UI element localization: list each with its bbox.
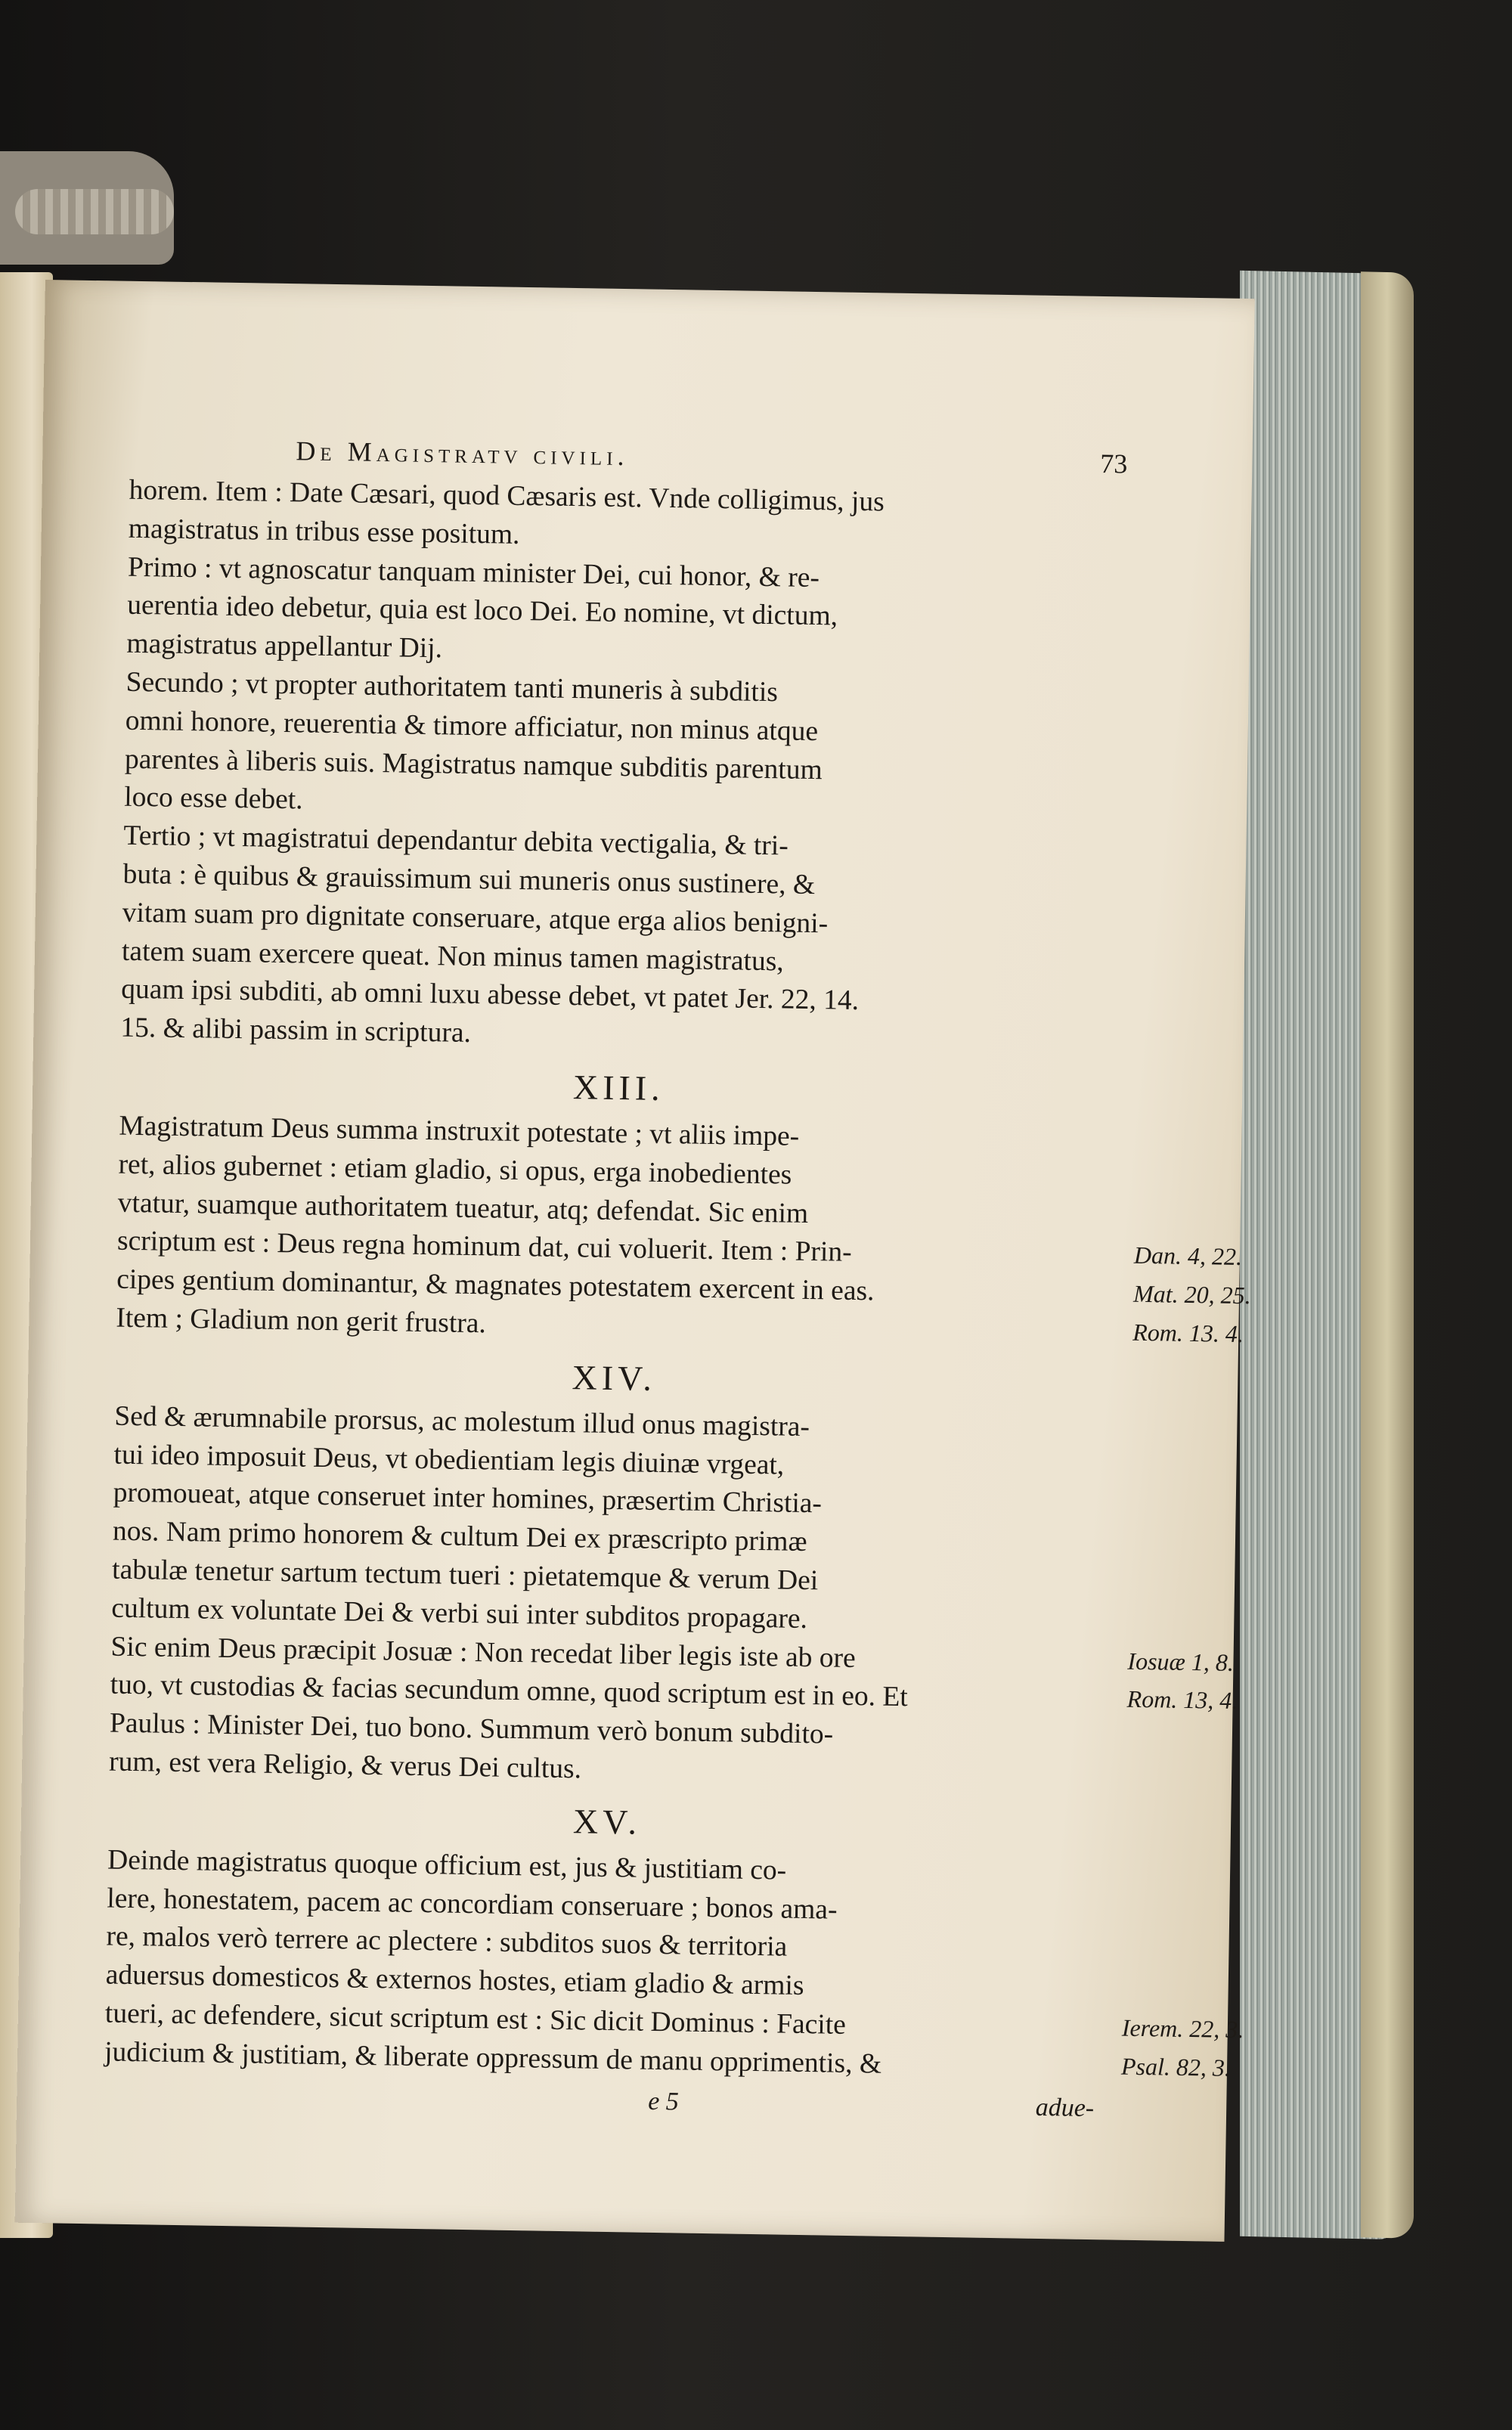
text-line: horem. Item : Date Cæsari, quod Cæsaris est. Vnde colligimus, jus [129,474,885,518]
section-number-14: XIV. [572,1357,657,1398]
text-line: tatem suam exercere queat. Non minus tamen magistratus, [121,935,785,978]
back-cover [1361,271,1414,2238]
text-line: cultum ex voluntate Dei & verbi sui inter subditos propagare. [111,1592,808,1635]
text-line: tuo, vt custodias & facias secundum omne, quod scriptum est in eo. Et [110,1669,909,1713]
section-number-15: XV. [572,1801,642,1842]
text-line: magistratus appellantur Dij. [126,628,443,665]
signature-mark: e 5 [647,2088,680,2116]
text-line: quam ipsi subditi, ab omni luxu abesse debet, vt patet Jer. 22, 14. [120,974,860,1017]
text-line: Sed & ærumnabile prorsus, ac molestum illud onus magistra- [114,1400,810,1443]
text-line: Sic enim Deus præcipit Josuæ : Non recedat liber legis iste ab ore [110,1631,857,1674]
text-line: 15. & alibi passim in scriptura. [120,1012,472,1049]
text-line: vitam suam pro dignitate conseruare, atque erga alios benigni- [122,897,829,940]
page-number: 73 [1100,448,1128,479]
marginal-note: Ierem. 22, 3. [1121,2013,1244,2044]
text-line: scriptum est : Deus regna hominum dat, cui voluerit. Item : Prin- [116,1225,852,1269]
marginal-note: Dan. 4, 22. [1133,1241,1243,1271]
text-line: nos. Nam primo honorem & cultum Dei ex præscripto primæ [112,1515,807,1558]
text-line: uerentia ideo debetur, quia est loco Dei. Eo nomine, vt dictum, [126,590,838,632]
section-14-text [108,1397,1238,1797]
text-line: judicium & justitiam, & liberate oppressum de manu opprimentis, & [104,2036,882,2080]
running-title: De Magistratv civili. [296,435,629,472]
book-page [15,280,1255,2242]
page-text [104,432,1251,2124]
text-line: Tertio ; vt magistratui dependantur debita vectigalia, & tri- [123,820,789,862]
text-line: vtatur, suamque authoritatem tueatur, atq; defendat. Sic enim [117,1187,809,1229]
text-line: tui ideo imposuit Deus, vt obedientiam legis diuinæ vrgeat, [113,1439,785,1481]
intro-text [120,472,1127,1064]
marginal-note: Mat. 20, 25. [1132,1279,1251,1310]
text-line: buta : è quibus & grauissimum sui muneris onus sustinere, & [122,858,816,901]
spine-cord [15,189,174,234]
text-line: lere, honestatem, pacem ac concordiam conseruare ; bonos ama- [107,1883,838,1926]
section-13-text [116,1108,1251,1353]
marginal-note: Psal. 82, 3. [1120,2052,1232,2081]
text-line: loco esse debet. [123,782,303,816]
text-line: Item ; Gladium non gerit frustra. [116,1302,487,1340]
running-head [129,432,1127,480]
section-15-text [104,1841,1244,2087]
text-line: Paulus : Minister Dei, tuo bono. Summum verò bonum subdito- [109,1707,834,1750]
section-number-13: XIII. [572,1068,665,1108]
catchword: adue- [1035,2094,1095,2123]
text-line: omni honore, reuerentia & timore afficiatur, non minus atque [125,705,819,747]
text-line: cipes gentium dominantur, & magnates potestatem exercent in eas. [116,1263,875,1307]
text-line: rum, est vera Religio, & verus Dei cultus. [108,1746,582,1785]
text-line: promoueat, atque conseruet inter homines, præsertim Christia- [113,1477,823,1520]
marginal-note: Iosuæ 1, 8. [1127,1647,1235,1676]
text-line: magistratus in tribus esse positum. [128,513,520,550]
text-line: tueri, ac defendere, sicut scriptum est : Sic dicit Dominus : Facite [104,1998,847,2041]
marginal-note: Rom. 13. 4. [1132,1318,1244,1348]
text-line: Primo : vt agnoscatur tanquam minister Dei, cui honor, & re- [127,551,820,594]
text-line: re, malos verò terrere ac plectere : subditos suos & territoria [106,1920,788,1963]
text-line: ret, alios gubernet : etiam gladio, si opus, erga inobedientes [118,1148,792,1191]
marginal-note: Rom. 13, 4. [1126,1685,1238,1715]
text-line: Magistratum Deus summa instruxit potestate ; vt aliis impe- [119,1110,800,1152]
text-line: aduersus domesticos & externos hostes, etiam gladio & armis [105,1959,804,2002]
text-line: tabulæ tenetur sartum tectum tueri : pietatemque & verum Dei [111,1554,819,1597]
text-line: Deinde magistratus quoque officium est, jus & justitiam co- [107,1844,787,1886]
text-line: parentes à liberis suis. Magistratus namque subditis parentum [124,743,823,786]
text-line: Secundo ; vt propter authoritatem tanti muneris à subditis [125,666,779,708]
page-footer [104,2079,1101,2124]
